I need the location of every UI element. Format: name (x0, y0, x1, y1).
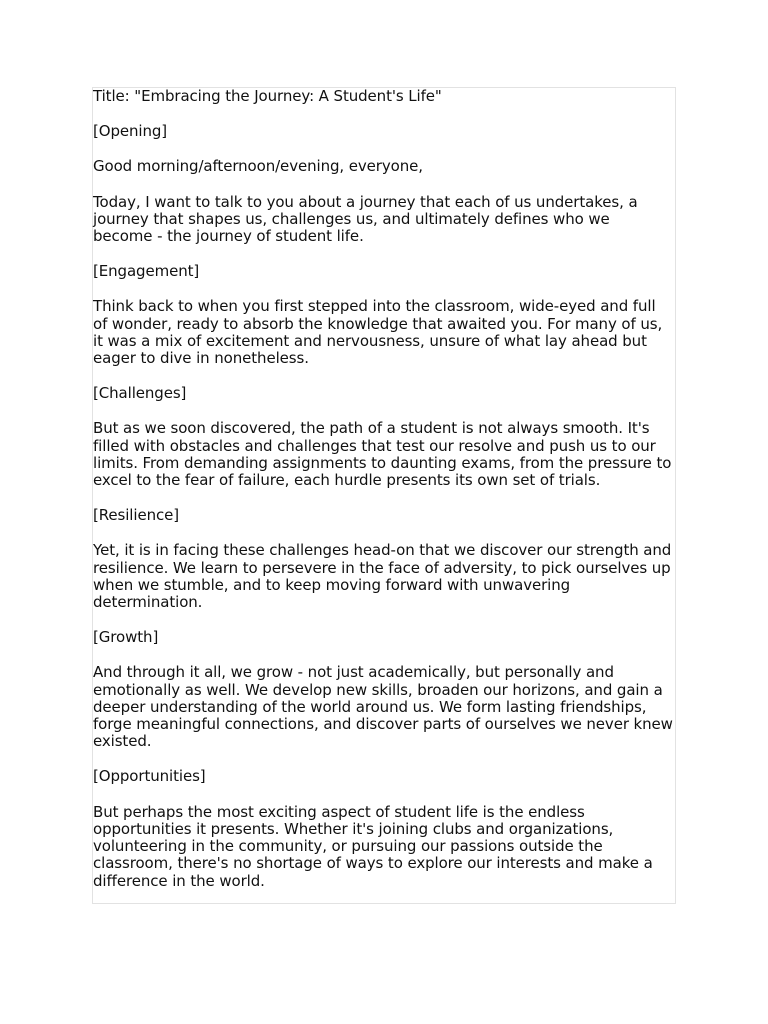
challenges-paragraph: But as we soon discovered, the path of a student is not always smooth. It's filled with obstacles and challenges that test our resolve and push us to our limits. From demanding assignments to daunting exams, from the pressure to excel to the fear of failure, each hurdle presents its own set of trials. (93, 419, 676, 490)
section-heading-challenges: [Challenges] (93, 384, 187, 403)
section-heading-opportunities: [Opportunities] (93, 767, 206, 786)
growth-paragraph: And through it all, we grow - not just academically, but personally and emotionally as well. We develop new skills, broaden our horizons, and gain a deeper understanding of the world around us. We form lasting friendships, forge meaningful connections, and discover parts of ourselves we never knew existed. (93, 663, 678, 751)
greeting-paragraph: Good morning/afternoon/evening, everyone, (93, 157, 423, 176)
document-body (93, 87, 678, 890)
section-heading-resilience: [Resilience] (93, 506, 180, 525)
section-heading-engagement: [Engagement] (93, 262, 200, 281)
section-heading-opening: [Opening] (93, 122, 168, 141)
engagement-paragraph: Think back to when you first stepped into the classroom, wide-eyed and full of wonder, ready to absorb the knowledge that awaited you. For many of us, it was a mix of excitement and nervousness, unsure of what lay ahead but eager to dive in nonetheless. (93, 297, 667, 368)
intro-paragraph: Today, I want to talk to you about a journey that each of us undertakes, a journey that shapes us, challenges us, and ultimately defines who we become - the journey of student life. (93, 192, 643, 246)
opportunities-paragraph: But perhaps the most exciting aspect of student life is the endless opportunities it presents. Whether it's joining clubs and organizations, volunteering in the community, or pursuing our passions outside the classroom, there's no shortage of ways to explore our interests and make a difference in the world. (93, 802, 658, 890)
section-heading-growth: [Growth] (93, 628, 159, 647)
document-page (92, 87, 676, 904)
resilience-paragraph: Yet, it is in facing these challenges head-on that we discover our strength and resilience. We learn to persevere in the face of adversity, to pick ourselves up when we stumble, and to keep moving forward with unwavering determination. (93, 541, 676, 612)
document-title: Title: "Embracing the Journey: A Student's Life" (93, 87, 442, 105)
